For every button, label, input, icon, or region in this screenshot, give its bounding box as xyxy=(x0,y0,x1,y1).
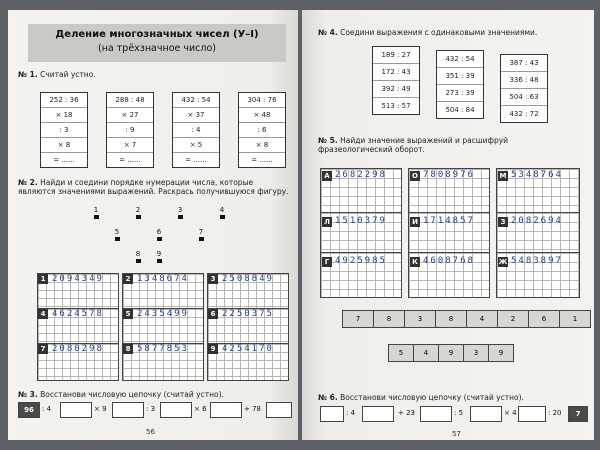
title-banner xyxy=(28,24,286,62)
chain-answer-cell[interactable] xyxy=(160,402,192,418)
handwritten-division: 4254170 xyxy=(222,344,274,354)
dot-point[interactable] xyxy=(193,228,209,241)
calc-row: 304 : 76 xyxy=(239,93,285,108)
grid-number: 1 xyxy=(38,274,48,284)
task-3 xyxy=(18,390,224,399)
task-2 xyxy=(18,178,290,196)
division-grid-3[interactable] xyxy=(207,273,289,311)
grid-number: 5 xyxy=(123,309,133,319)
task-2-text: Найди и соедини порядке нумерации числа, которые являются значениями выражений. Раскрась получившуюся фигуру. xyxy=(18,178,289,196)
handwritten-division: 1714857 xyxy=(423,216,475,226)
chain-end: 7 xyxy=(568,406,588,422)
page-subtitle: (на трёхзначное число) xyxy=(98,43,216,54)
dot-point[interactable] xyxy=(172,206,188,219)
chain-answer-cell[interactable] xyxy=(266,402,292,418)
grid-letter: Г xyxy=(322,257,332,267)
calc-row: 288 : 48 xyxy=(107,93,153,108)
dot-label: 2 xyxy=(135,206,141,214)
chain-answer-cell[interactable] xyxy=(320,406,344,422)
chain-answer-cell[interactable] xyxy=(210,402,242,418)
division-grid-2[interactable] xyxy=(122,273,204,311)
left-page xyxy=(8,10,298,440)
division-grid-9[interactable] xyxy=(207,343,289,381)
match-expression[interactable]: 387 : 43 xyxy=(501,55,547,72)
match-column-2 xyxy=(436,50,484,119)
grid-number: 4 xyxy=(38,309,48,319)
decode-cell[interactable]: 3 xyxy=(463,344,489,362)
match-expression[interactable]: 504 : 63 xyxy=(501,89,547,106)
decode-cell[interactable]: 2 xyxy=(497,310,529,328)
match-expression[interactable]: 336 : 48 xyxy=(501,72,547,89)
letter-grid-g[interactable] xyxy=(320,252,402,298)
grid-number: 9 xyxy=(208,344,218,354)
match-expression[interactable]: 189 : 27 xyxy=(373,47,419,64)
calc-row: × 37 xyxy=(173,108,219,123)
right-page xyxy=(302,10,594,440)
task-6-number: № 6. xyxy=(318,393,338,402)
dot-label: 1 xyxy=(93,206,99,214)
task-4-number: № 4. xyxy=(318,28,338,37)
handwritten-division: 4624578 xyxy=(52,309,104,319)
chain-op: : 3 xyxy=(146,405,156,413)
chain-answer-cell[interactable] xyxy=(470,406,502,422)
handwritten-division: 5483897 xyxy=(511,256,563,266)
handwritten-division: 1510379 xyxy=(335,216,387,226)
dot-label: 8 xyxy=(135,250,141,258)
task-1-number: № 1. xyxy=(18,70,38,79)
grid-letter: З xyxy=(498,217,508,227)
chain-answer-cell[interactable] xyxy=(362,406,394,422)
page-title: Деление многозначных чисел (У–I) xyxy=(55,29,259,40)
task-5 xyxy=(318,136,580,154)
task-6-text: Восстанови числовую цепочку (считай устно). xyxy=(340,393,524,402)
dot-point[interactable] xyxy=(109,228,125,241)
task-3-number: № 3. xyxy=(18,390,38,399)
letter-grid-l[interactable] xyxy=(320,212,402,254)
decode-cell[interactable]: 4 xyxy=(466,310,498,328)
task-1-text: Считай устно. xyxy=(40,70,96,79)
match-expression[interactable]: 392 : 49 xyxy=(373,81,419,98)
decode-cell[interactable]: 9 xyxy=(488,344,514,362)
decode-cell[interactable]: 5 xyxy=(388,344,414,362)
handwritten-division: 5348764 xyxy=(511,170,563,180)
match-column-1 xyxy=(372,46,420,115)
chain-op: + 78 xyxy=(244,405,261,413)
handwritten-division: 2094349 xyxy=(52,274,104,284)
chain-op: : 5 xyxy=(454,409,464,417)
task-6 xyxy=(318,393,524,402)
match-expression[interactable]: 513 : 57 xyxy=(381,102,411,110)
decode-cell[interactable]: 4 xyxy=(413,344,439,362)
dot-label: 6 xyxy=(156,228,162,236)
grid-number: 7 xyxy=(38,344,48,354)
chain-start: 96 xyxy=(18,402,40,418)
division-grid-6[interactable] xyxy=(207,308,289,346)
decode-cell[interactable]: 3 xyxy=(404,310,436,328)
decode-row-1 xyxy=(342,310,590,329)
calc-row: × 8 xyxy=(41,138,87,153)
match-expression[interactable]: 432 : 54 xyxy=(437,51,483,68)
letter-grid-m[interactable] xyxy=(496,168,580,214)
handwritten-division: 7808976 xyxy=(423,170,475,180)
letter-grid-a[interactable] xyxy=(320,168,402,214)
chain-answer-cell[interactable] xyxy=(420,406,452,422)
division-grid-8[interactable] xyxy=(122,343,204,381)
match-expression[interactable]: 504 : 84 xyxy=(445,106,475,114)
handwritten-division: 2508849 xyxy=(222,274,274,284)
dot-label: 7 xyxy=(198,228,204,236)
task-2-number: № 2. xyxy=(18,178,38,187)
grid-letter: Ж xyxy=(498,258,508,266)
calc-row: : 3 xyxy=(41,123,87,138)
page-number: 57 xyxy=(452,430,461,438)
chain-answer-cell[interactable] xyxy=(518,406,546,422)
calc-row: × 8 xyxy=(239,138,285,153)
division-grid-1[interactable] xyxy=(37,273,119,311)
handwritten-division: 5877853 xyxy=(137,344,189,354)
handwritten-division: 2435499 xyxy=(137,309,189,319)
calc-row: × 7 xyxy=(107,138,153,153)
calc-row: × 18 xyxy=(41,108,87,123)
decode-cell[interactable]: 7 xyxy=(342,310,374,328)
decode-cell[interactable]: 8 xyxy=(435,310,467,328)
calc-row: × 27 xyxy=(107,108,153,123)
dot-point[interactable] xyxy=(151,250,167,263)
calc-row[interactable]: = ...... xyxy=(119,156,141,164)
dot-point[interactable] xyxy=(214,206,230,219)
grid-letter: Л xyxy=(322,217,332,227)
dot-point[interactable] xyxy=(88,206,104,219)
handwritten-division: 1348674 xyxy=(137,274,189,284)
letter-grid-k[interactable] xyxy=(408,252,490,298)
calc-row[interactable]: = ...... xyxy=(53,156,75,164)
dot-label: 4 xyxy=(219,206,225,214)
calc-row: 432 : 54 xyxy=(173,93,219,108)
grid-letter: И xyxy=(410,217,420,227)
dot-point[interactable] xyxy=(151,228,167,241)
chain-answer-cell[interactable] xyxy=(112,402,144,418)
dot-label: 9 xyxy=(156,250,162,258)
handwritten-division: 4925985 xyxy=(335,256,387,266)
task-3-text: Восстанови числовую цепочку (считай устно). xyxy=(40,390,224,399)
decode-cell[interactable]: 1 xyxy=(559,310,591,328)
calc-row[interactable]: = ...... xyxy=(185,156,207,164)
calc-box-4 xyxy=(238,92,286,168)
letter-grid-z[interactable] xyxy=(496,212,580,254)
match-expression[interactable]: 351 : 39 xyxy=(437,68,483,85)
decode-cell[interactable]: 9 xyxy=(438,344,464,362)
task-4-text: Соедини выражения с одинаковыми значениями. xyxy=(340,28,538,37)
chain-op: : 4 xyxy=(346,409,356,417)
match-expression[interactable]: 172 : 43 xyxy=(373,64,419,81)
grid-letter: А xyxy=(322,171,332,181)
dot-label: 3 xyxy=(177,206,183,214)
decode-cell[interactable]: 6 xyxy=(528,310,560,328)
chain-op: × 4 xyxy=(504,409,517,417)
handwritten-division: 2682298 xyxy=(335,170,387,180)
grid-letter: М xyxy=(499,172,507,180)
calc-box-2 xyxy=(106,92,154,168)
dot-point[interactable] xyxy=(130,250,146,263)
calc-row[interactable]: = ...... xyxy=(251,156,273,164)
dot-point[interactable] xyxy=(130,206,146,219)
chain-op: : 4 xyxy=(42,405,52,413)
division-grid-7[interactable] xyxy=(37,343,119,381)
calc-row: : 6 xyxy=(239,123,285,138)
page-number: 56 xyxy=(146,428,155,436)
grid-number: 3 xyxy=(208,274,218,284)
grid-letter: О xyxy=(410,171,420,181)
handwritten-division: 2080298 xyxy=(52,344,104,354)
dot-label: 5 xyxy=(114,228,120,236)
calc-box-1 xyxy=(40,92,88,168)
calc-row: × 48 xyxy=(239,108,285,123)
letter-grid-zh[interactable] xyxy=(496,252,580,298)
task-1 xyxy=(18,70,96,79)
grid-letter: К xyxy=(410,257,420,267)
letter-grid-o[interactable] xyxy=(408,168,490,214)
chain-op: × 6 xyxy=(194,405,207,413)
letter-grid-i[interactable] xyxy=(408,212,490,254)
grid-number: 8 xyxy=(123,344,133,354)
decode-cell[interactable]: 8 xyxy=(373,310,405,328)
handwritten-division: 2082694 xyxy=(511,216,563,226)
handwritten-division: 2250375 xyxy=(222,309,274,319)
decode-row-2 xyxy=(388,344,513,363)
match-column-3 xyxy=(500,54,548,123)
chain-op: : 20 xyxy=(548,409,562,417)
task-5-text: Найди значение выражений и расшифруй фразеологический оборот. xyxy=(318,136,509,154)
grid-number: 6 xyxy=(208,309,218,319)
chain-op: × 9 xyxy=(94,405,107,413)
calc-box-3 xyxy=(172,92,220,168)
match-expression[interactable]: 432 : 72 xyxy=(509,110,539,118)
chain-op: + 23 xyxy=(398,409,415,417)
calc-row: : 9 xyxy=(107,123,153,138)
grid-number: 2 xyxy=(123,274,133,284)
calc-row: : 4 xyxy=(173,123,219,138)
calc-row: × 5 xyxy=(173,138,219,153)
match-expression[interactable]: 273 : 39 xyxy=(437,85,483,102)
division-grid-5[interactable] xyxy=(122,308,204,346)
task-4 xyxy=(318,28,537,37)
task-5-number: № 5. xyxy=(318,136,338,145)
chain-answer-cell[interactable] xyxy=(60,402,92,418)
division-grid-4[interactable] xyxy=(37,308,119,346)
calc-row: 252 : 36 xyxy=(41,93,87,108)
handwritten-division: 4608768 xyxy=(423,256,475,266)
